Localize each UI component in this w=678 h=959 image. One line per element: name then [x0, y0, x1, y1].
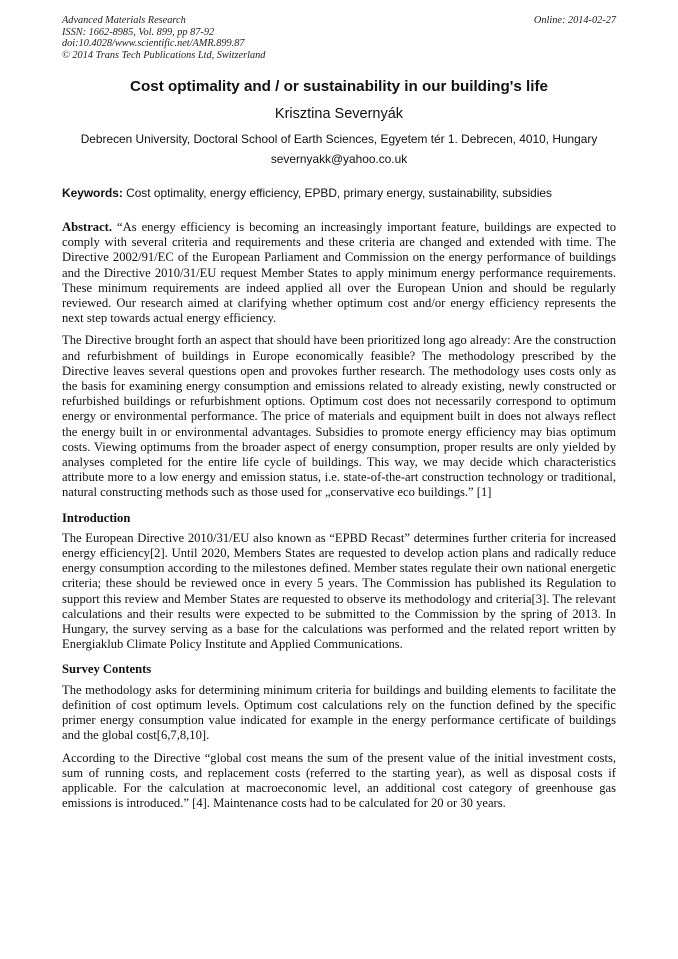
- issn-line: ISSN: 1662-8985, Vol. 899, pp 87-92: [62, 26, 215, 38]
- survey-paragraph-1: The methodology asks for determining minimum criteria for buildings and building elements to facilitate the definition of cost optimum levels. Optimum cost calculations rely on the function defined by the specific primer energy consumption value indicated for example in the energy performance certificate of buildings and the global cost[6,7,8,10].: [62, 682, 616, 743]
- paper-title: Cost optimality and / or sustainability in our building's life: [130, 78, 548, 95]
- introduction-paragraph: The European Directive 2010/31/EU also known as “EPBD Recast” determines further criteria for increased energy efficiency[2]. Until 2020, Members States are requested to develop action plans and radically reduce energy consumption according to the milestones defined. Member states regulate their own national energetic criteria; these should be reviewed once in every 5 years. The Commission has published its Regulation to support this review and Member States are requested to observe its methodology and criteria[3]. The relevant calculations and their results were expected to be submitted to the Commission by the spring of 2013. In Hungary, the survey serving as a base for the calculations was performed and the related report written by Energiaklub Climate Policy Institute and Applied Communications.: [62, 530, 616, 652]
- abstract-paragraph-2: The Directive brought forth an aspect that should have been prioritized long ago already: Are the construction and refurbishment of buildings in Europe economically feasible? The methodology prescribed by the Directive leaves several questions open and provokes further research. The methodology uses costs only as the basis for examining energy consumption and emissions related to already existing, newly constructed or refurbished buildings or refurbishment options. Optimum cost does not necessarily correspond to optimum energy or environmental performance. The price of materials and equipment built in does not always reflect the energy built in or environmental advantages. Subsidies to promote energy efficiency may bias optimum costs. Viewing optimums from the broader aspect of energy consumption, proper results are only yielded by analyses completed for the entire life cycle of buildings. This way, we may decide which characteristics attribute more to a low energy and emission status, i.e. state-of-the-art construction technology or traditional, natural constructing methods such as those used for „conservative eco buildings.” [1]: [62, 333, 616, 500]
- keywords-label: Keywords:: [62, 186, 123, 200]
- paper-body: [62, 220, 616, 818]
- doi-line: doi:10.4028/www.scientific.net/AMR.899.87: [62, 38, 245, 50]
- journal-header: [62, 15, 616, 61]
- keywords-text: Cost optimality, energy efficiency, EPBD, primary energy, sustainability, subsidies: [126, 186, 552, 200]
- survey-contents-heading: Survey Contents: [62, 662, 152, 677]
- keywords: [62, 186, 622, 200]
- survey-paragraph-2: According to the Directive “global cost means the sum of the present value of the initial investment costs, sum of running costs, and replacement costs (referred to the starting year), as well as disposal costs if applicable. For the calculation at macroeconomic level, an additional cost category of greenhouse gas emissions is introduced.” [4]. Maintenance costs had to be calculated for 20 or 30 years.: [62, 750, 616, 811]
- abstract-label: Abstract.: [62, 220, 113, 234]
- abstract-text: “As energy efficiency is becoming an increasingly important feature, buildings are expected to comply with several criteria and requirements and these criteria are changed and extended with time. The Directive 2002/91/EC of the European Parliament and Commission on the energy performance of buildings and the Directive 2010/31/EU request Member States to apply minimum energy performance requirements. These minimum requirements are indeed applied all over the European Union and should be regularly reviewed. Our research aimed at clarifying whether optimum cost and/or energy efficiency represents the next step towards actual energy efficiency.: [62, 220, 616, 326]
- online-date: Online: 2014-02-27: [533, 15, 616, 26]
- introduction-heading: Introduction: [62, 510, 131, 525]
- journal-name: Advanced Materials Research: [62, 15, 186, 26]
- author-name: Krisztina Severnyák: [274, 106, 404, 122]
- abstract-paragraph: [62, 220, 616, 326]
- author-affiliation: Debrecen University, Doctoral School of Earth Sciences, Egyetem tér 1. Debrecen, 4010, Hungary: [80, 132, 598, 146]
- author-email: severnyakk@yahoo.co.uk: [270, 152, 408, 166]
- copyright-line: © 2014 Trans Tech Publications Ltd, Switzerland: [62, 49, 266, 61]
